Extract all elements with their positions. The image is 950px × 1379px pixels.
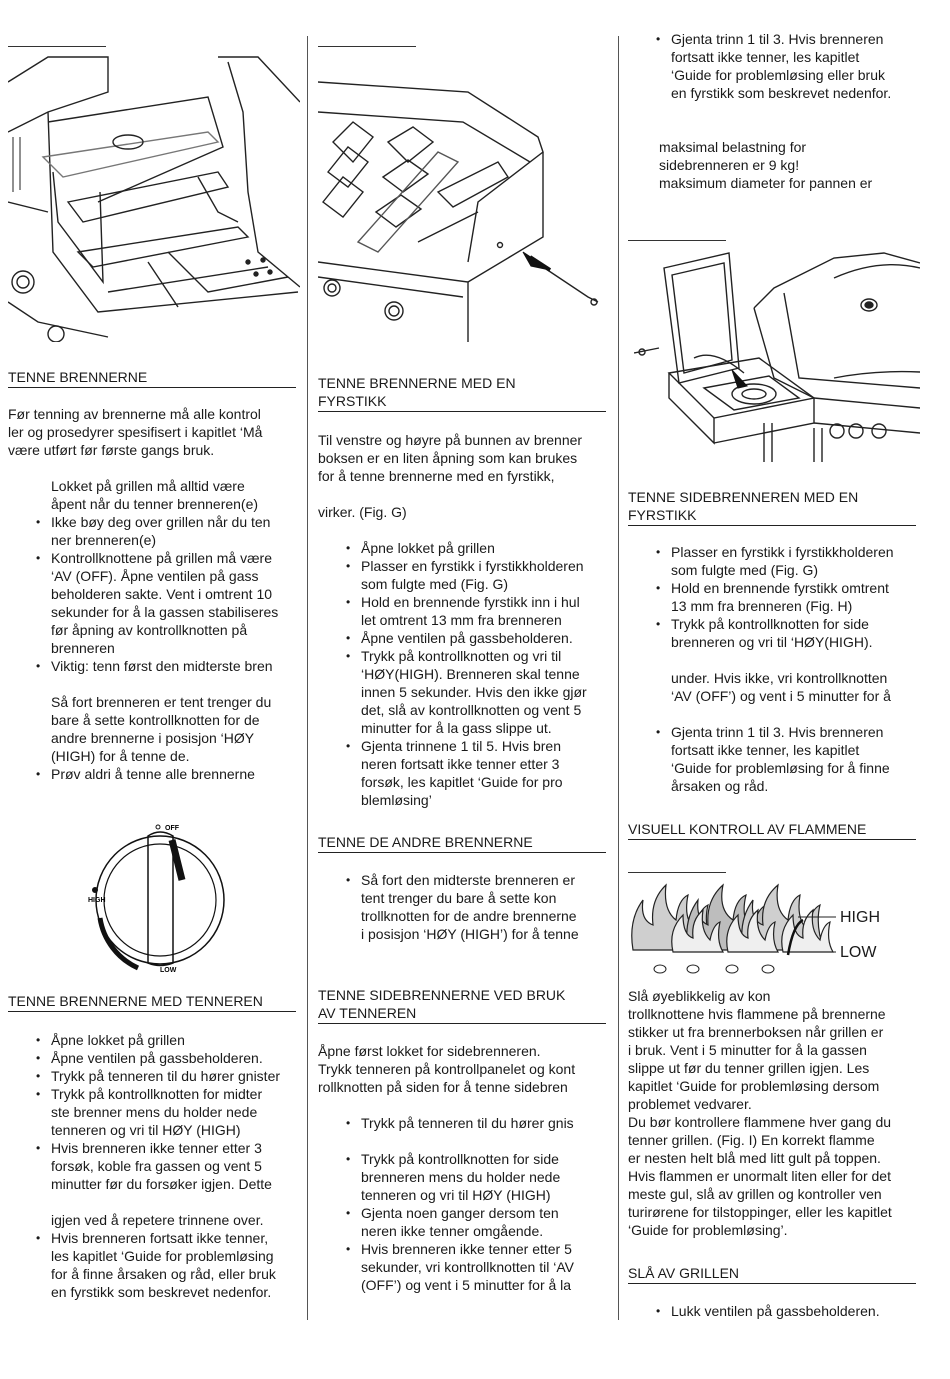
list-item: • Så fort den midterste brenneren er tent trenger du bare å sette kon trollknotten for de andre brennerne i posisjon ‘HØY (HIGH’) for å tenne [346,871,616,943]
flame-high-label: HIGH [840,909,880,926]
safety-list [36,513,306,675]
warning-list [36,765,306,783]
heading-tenne-brennerne: TENNE BRENNERNE [8,368,296,388]
repeat-note: igjen ved å repetere trinnene over. [51,1212,264,1228]
knob-off-label: OFF [165,825,179,832]
flame-low-label: LOW [840,944,877,961]
control-knob-illustration [78,818,258,978]
figure-label-rule [628,240,726,241]
match-steps-list [346,539,616,809]
igniter-steps-list [36,1031,306,1193]
list-item: • Lukk ventilen på gassbeholderen. [656,1302,926,1320]
list-item: • Prøv aldri å tenne alle brennerne [36,765,306,783]
list-item: • Hvis brenneren ikke tenner etter 5 sekunder, vri kontrollknotten til ‘AV (OFF’) og vent i 5 minutter for å la [346,1240,616,1294]
figure-label-rule [318,46,416,47]
list-item: • Gjenta trinn 1 til 3. Hvis brenneren fortsatt ikke tenner, les kapitlet ‘Guide for problemløsing for å finne årsaken og råd. [656,723,926,795]
heading-sla-av-grillen: SLÅ AV GRILLEN [628,1264,916,1284]
grill-interior-illustration [8,52,300,342]
column-right [628,0,918,1379]
heading-sidebrenner-fyrstikk: TENNE SIDEBRENNEREN MED EN FYRSTIKK [628,488,916,526]
side-igniter-list-1 [346,1114,616,1132]
list-item: • Åpne ventilen på gassbeholderen. [36,1049,306,1067]
list-item: • Trykk på tenneren til du hører gnister [36,1067,306,1085]
list-item: • Ikke bøy deg over grillen når du ten ner brenneren(e) [36,513,306,549]
burner-box-match-illustration [318,52,610,342]
side-burner-illustration [634,248,920,462]
intro-paragraph: Før tenning av brennerne må alle kontrol ler og prosedyrer spesifisert i kapitlet ‘Må være utført før første gangs bruk. [8,406,263,458]
list-item: • Hvis brenneren fortsatt ikke tenner, les kapitlet ‘Guide for problemløsing for å finne årsaken og råd, eller bruk en fyrstikk som beskrevet nedenfor. [36,1229,306,1301]
other-burners-list [346,871,616,943]
list-item: • Hold en brennende fyrstikk inn i hul let omtrent 13 mm fra brenneren [346,593,616,629]
list-item: • Gjenta noen ganger dersom ten neren ikke tenner omgående. [346,1204,616,1240]
column-middle [318,0,608,1379]
knob-high-label: HIGH [88,897,106,904]
list-item: • Gjenta trinnene 1 til 5. Hvis bren neren fortsatt ikke tenner etter 3 forsøk, les kapitlet ‘Guide for pro blemløsing’ [346,737,616,809]
list-item: • Plasser en fyrstikk i fyrstikkholderen som fulgte med (Fig. G) [346,557,616,593]
list-item: • Hold en brennende fyrstikk omtrent 13 mm fra brenneren (Fig. H) [656,579,926,615]
heading-visuell-kontroll: VISUELL KONTROLL AV FLAMMENE [628,820,916,840]
side-repeat-list [656,723,926,795]
side-match-list [656,543,926,651]
shutdown-list [656,1302,926,1320]
side-burner-intro: Åpne først lokket for sidebrenneren. Trykk tenneren på kontrollpanelet og kont rollknotten på siden for å tenne sidebren [318,1043,576,1095]
heading-tenne-med-fyrstikk: TENNE BRENNERNE MED EN FYRSTIKK [318,374,606,412]
info-note: Så fort brenneren er tent trenger du bare å sette kontrollknotten for de andre brennerne i posisjon ‘HØY (HIGH) for å tenne de. [51,694,272,764]
match-intro-paragraph: Til venstre og høyre på bunnen av brenner boksen er en liten åpning som kan brukes for å tenne brennerne med en fyrstikk, [318,432,583,484]
flame-pattern-illustration [628,880,918,980]
figure-label-rule [628,872,726,873]
list-item: • Åpne lokket på grillen [36,1031,306,1049]
side-match-note: under. Hvis ikke, vri kontrollknotten ‘AV (OFF’) og vent i 5 minutter for å [671,670,891,704]
list-item: • Åpne lokket på grillen [346,539,616,557]
knob-low-label: LOW [160,967,177,974]
heading-tenne-andre: TENNE DE ANDRE BRENNERNE [318,833,606,853]
heading-sidebrenner-tenneren: TENNE SIDEBRENNERNE VED BRUK AV TENNEREN [318,986,606,1024]
heading-tenne-med-tenneren: TENNE BRENNERNE MED TENNEREN [8,992,296,1012]
list-item: • Trykk på kontrollknotten for side brenneren og vri til ‘HØY(HIGH). [656,615,926,651]
list-item: • Trykk på kontrollknotten for side brenneren mens du holder nede tenneren og vri til HØY (HIGH) [346,1150,616,1204]
continued-list [656,30,926,102]
side-igniter-list-2 [346,1150,616,1294]
list-item: • Trykk på kontrollknotten og vri til ‘HØY(HIGH). Brenneren skal tenne innen 5 sekunder. Hvis den ikke gjør det, slå av kontrollknotten og vent 5 minutter for å la gass slippe ut. [346,647,616,737]
list-item: • Plasser en fyrstikk i fyrstikkholderen som fulgte med (Fig. G) [656,543,926,579]
figure-label-rule [8,46,106,47]
flame-check-paragraph: Slå øyeblikkelig av kon trollknottene hvis flammene på brennerne stikker ut fra brennerboksen når grillen er i bruk. Vent i 5 minutter for å la gassen slippe ut før du tenner grillen igjen. Les kapitlet ‘Guide for problemløsing dersom problemet vedvarer. Du bør kontrollere flammene hver gang du tenner grillen. (Fig. I) En korrekt flamme er nesten helt blå med litt gult på toppen. Hvis flammen er unormalt liten eller for det meste gul, slå av grillen og kontroller ven turirørene for tilstoppinger, eller les kapitlet ‘Guide for problemløsing’. [628,988,892,1238]
column-divider-right [618,36,619,1320]
list-item: • Viktig: tenn først den midterste bren [36,657,306,675]
list-item: • Trykk på kontrollknotten for midter ste brenner mens du holder nede tenneren og vri til HØY (HIGH) [36,1085,306,1139]
list-item: • Gjenta trinn 1 til 3. Hvis brenneren fortsatt ikke tenner, les kapitlet ‘Guide for problemløsing eller bruk en fyrstikk som beskrevet nedenfor. [656,30,926,102]
column-divider-left [307,36,308,1320]
match-intro-paragraph-end: virker. (Fig. G) [318,504,407,520]
warning-note: Lokket på grillen må alltid være åpent når du tenner brenneren(e) [51,478,259,512]
list-item: • Hvis brenneren ikke tenner etter 3 forsøk, koble fra gassen og vent 5 minutter før du forsøker igjen. Dette [36,1139,306,1193]
column-left [8,0,298,1379]
load-info-paragraph: maksimal belastning for sidebrenneren er 9 kg! maksimum diameter for pannen er [659,139,873,191]
fallback-list [36,1229,306,1301]
list-item: • Trykk på tenneren til du hører gnis [346,1114,616,1132]
list-item: • Kontrollknottene på grillen må være ‘AV (OFF). Åpne ventilen på gass beholderen sakte. Vent i omtrent 10 sekunder for å la gassen stabiliseres før åpning av kontrollknotten på brenneren [36,549,306,657]
list-item: • Åpne ventilen på gassbeholderen. [346,629,616,647]
